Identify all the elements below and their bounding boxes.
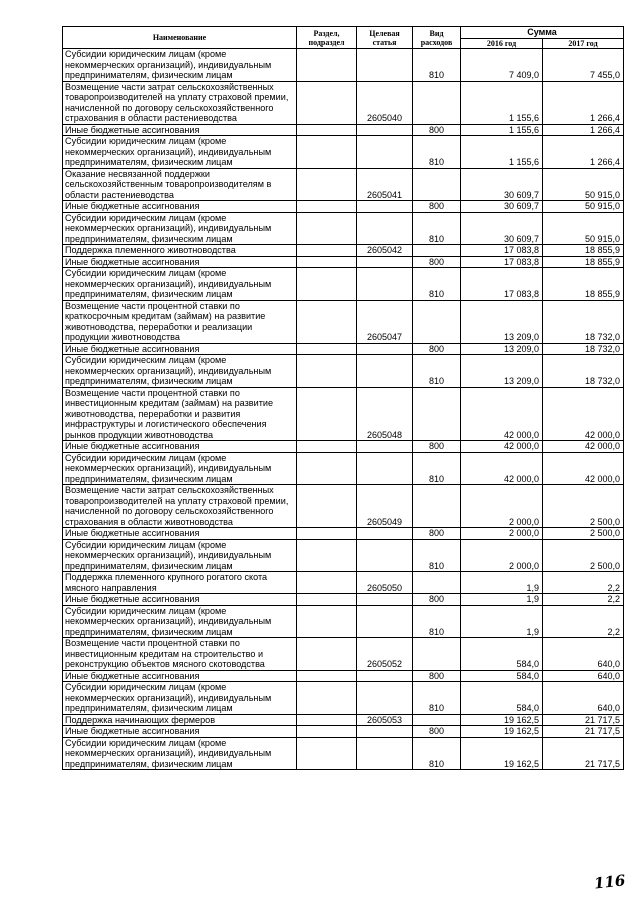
cell-2016: 17 083,8 (461, 245, 543, 257)
cell-section (297, 572, 357, 594)
table-row (63, 201, 624, 213)
cell-article (357, 212, 413, 245)
cell-name: Возмещение части процентной ставки по краткосрочным кредитам (займам) на развитие животноводства, переработки и реализации продукции животноводства (63, 300, 297, 343)
cell-2017: 1 266,4 (543, 81, 624, 124)
header-sum: Сумма (461, 27, 624, 39)
header-article: Целевая статья (357, 27, 413, 49)
cell-2016: 19 162,5 (461, 714, 543, 726)
table-row (63, 452, 624, 485)
cell-2017: 640,0 (543, 670, 624, 682)
cell-section (297, 670, 357, 682)
cell-2017: 50 915,0 (543, 212, 624, 245)
cell-article: 2605041 (357, 168, 413, 201)
cell-2016: 584,0 (461, 638, 543, 671)
cell-name: Поддержка племенного крупного рогатого скота мясного направления (63, 572, 297, 594)
cell-2017: 2,2 (543, 605, 624, 638)
cell-2016: 42 000,0 (461, 387, 543, 441)
cell-name: Иные бюджетные ассигнования (63, 124, 297, 136)
cell-2016: 42 000,0 (461, 441, 543, 453)
cell-section (297, 452, 357, 485)
cell-name: Субсидии юридическим лицам (кроме некоммерческих организаций), индивидуальным предпринимателям, физическим лицам (63, 452, 297, 485)
table-row (63, 572, 624, 594)
cell-name: Оказание несвязанной поддержки сельскохозяйственным товаропроизводителям в области растениеводства (63, 168, 297, 201)
table-row (63, 355, 624, 388)
cell-2017: 1 266,4 (543, 136, 624, 169)
table-row (63, 168, 624, 201)
cell-article (357, 605, 413, 638)
cell-article: 2605049 (357, 485, 413, 528)
cell-article (357, 49, 413, 82)
cell-type (413, 387, 461, 441)
cell-type: 810 (413, 539, 461, 572)
cell-2017: 2,2 (543, 594, 624, 606)
header-year-2017: 2017 год (543, 39, 624, 49)
cell-type: 800 (413, 726, 461, 738)
cell-2017: 18 855,9 (543, 256, 624, 268)
cell-name: Возмещение части затрат сельскохозяйственных товаропроизводителей на уплату страховой премии, начисленной по договору сельскохозяйственного страхования в области растениеводства (63, 81, 297, 124)
table-row (63, 485, 624, 528)
cell-type: 810 (413, 268, 461, 301)
cell-section (297, 441, 357, 453)
table-row (63, 49, 624, 82)
table-row (63, 300, 624, 343)
cell-section (297, 268, 357, 301)
cell-article: 2605048 (357, 387, 413, 441)
cell-section (297, 638, 357, 671)
cell-type: 800 (413, 124, 461, 136)
cell-2016: 13 209,0 (461, 300, 543, 343)
cell-2016: 30 609,7 (461, 212, 543, 245)
table-row (63, 605, 624, 638)
cell-article: 2605050 (357, 572, 413, 594)
cell-2016: 2 000,0 (461, 539, 543, 572)
cell-2017: 1 266,4 (543, 124, 624, 136)
cell-section (297, 682, 357, 715)
cell-section (297, 343, 357, 355)
cell-type: 810 (413, 355, 461, 388)
cell-2016: 1,9 (461, 594, 543, 606)
cell-section (297, 485, 357, 528)
cell-type (413, 81, 461, 124)
cell-type: 800 (413, 441, 461, 453)
cell-2016: 30 609,7 (461, 168, 543, 201)
header-name: Наименование (63, 27, 297, 49)
cell-section (297, 81, 357, 124)
cell-2016: 17 083,8 (461, 268, 543, 301)
cell-2016: 42 000,0 (461, 452, 543, 485)
page-number: 116 (593, 871, 627, 893)
table-row (63, 387, 624, 441)
cell-2017: 50 915,0 (543, 168, 624, 201)
table-row (63, 726, 624, 738)
cell-article: 2605042 (357, 245, 413, 257)
cell-2017: 21 717,5 (543, 737, 624, 770)
header-type: Вид расходов (413, 27, 461, 49)
header-section: Раздел, подраздел (297, 27, 357, 49)
cell-2017: 2 500,0 (543, 485, 624, 528)
table-row (63, 81, 624, 124)
cell-2017: 18 732,0 (543, 300, 624, 343)
table-row (63, 594, 624, 606)
table-row (63, 136, 624, 169)
cell-type: 800 (413, 343, 461, 355)
table-row (63, 528, 624, 540)
cell-type: 800 (413, 256, 461, 268)
cell-2016: 17 083,8 (461, 256, 543, 268)
cell-article (357, 594, 413, 606)
cell-article (357, 539, 413, 572)
cell-type: 810 (413, 682, 461, 715)
cell-section (297, 49, 357, 82)
cell-article (357, 268, 413, 301)
cell-type (413, 572, 461, 594)
cell-2017: 42 000,0 (543, 387, 624, 441)
cell-2017: 7 455,0 (543, 49, 624, 82)
cell-2017: 21 717,5 (543, 714, 624, 726)
cell-2017: 18 855,9 (543, 245, 624, 257)
cell-name: Иные бюджетные ассигнования (63, 670, 297, 682)
cell-2017: 42 000,0 (543, 441, 624, 453)
cell-2016: 1 155,6 (461, 136, 543, 169)
cell-2017: 2 500,0 (543, 539, 624, 572)
cell-section (297, 539, 357, 572)
cell-name: Иные бюджетные ассигнования (63, 726, 297, 738)
table-row (63, 212, 624, 245)
cell-article (357, 452, 413, 485)
cell-2017: 21 717,5 (543, 726, 624, 738)
cell-2017: 2,2 (543, 572, 624, 594)
table-row (63, 441, 624, 453)
cell-name: Субсидии юридическим лицам (кроме некоммерческих организаций), индивидуальным предпринимателям, физическим лицам (63, 136, 297, 169)
cell-section (297, 387, 357, 441)
table-row (63, 638, 624, 671)
cell-article: 2605040 (357, 81, 413, 124)
table-row (63, 670, 624, 682)
cell-name: Субсидии юридическим лицам (кроме некоммерческих организаций), индивидуальным предпринимателям, физическим лицам (63, 355, 297, 388)
cell-article: 2605052 (357, 638, 413, 671)
cell-type (413, 638, 461, 671)
cell-2017: 18 732,0 (543, 343, 624, 355)
cell-type: 810 (413, 49, 461, 82)
cell-article (357, 682, 413, 715)
table-row (63, 256, 624, 268)
cell-name: Субсидии юридическим лицам (кроме некоммерческих организаций), индивидуальным предпринимателям, физическим лицам (63, 539, 297, 572)
cell-name: Субсидии юридическим лицам (кроме некоммерческих организаций), индивидуальным предпринимателям, физическим лицам (63, 682, 297, 715)
cell-type (413, 245, 461, 257)
cell-type: 800 (413, 594, 461, 606)
table-body (63, 49, 624, 770)
budget-table-container (62, 26, 624, 770)
cell-2017: 18 855,9 (543, 268, 624, 301)
table-row (63, 737, 624, 770)
cell-name: Поддержка начинающих фермеров (63, 714, 297, 726)
cell-type (413, 168, 461, 201)
cell-2016: 1 155,6 (461, 81, 543, 124)
table-row (63, 343, 624, 355)
cell-article (357, 343, 413, 355)
cell-section (297, 594, 357, 606)
cell-type: 800 (413, 201, 461, 213)
budget-table (62, 26, 624, 770)
cell-name: Иные бюджетные ассигнования (63, 528, 297, 540)
cell-2017: 18 732,0 (543, 355, 624, 388)
cell-article (357, 441, 413, 453)
cell-2016: 584,0 (461, 670, 543, 682)
cell-article (357, 124, 413, 136)
cell-type: 810 (413, 212, 461, 245)
cell-section (297, 168, 357, 201)
cell-2017: 640,0 (543, 682, 624, 715)
cell-name: Иные бюджетные ассигнования (63, 594, 297, 606)
cell-name: Возмещение части процентной ставки по инвестиционным кредитам (займам) на развитие животноводства, переработки и развития инфраструктуры и логистического обеспечения рынков продукции животноводства (63, 387, 297, 441)
cell-article (357, 737, 413, 770)
cell-type: 810 (413, 605, 461, 638)
cell-2016: 13 209,0 (461, 355, 543, 388)
cell-section (297, 726, 357, 738)
cell-name: Субсидии юридическим лицам (кроме некоммерческих организаций), индивидуальным предпринимателям, физическим лицам (63, 268, 297, 301)
table-row (63, 539, 624, 572)
table-header (63, 27, 624, 49)
cell-2016: 19 162,5 (461, 737, 543, 770)
cell-2016: 2 000,0 (461, 485, 543, 528)
cell-section (297, 355, 357, 388)
cell-section (297, 124, 357, 136)
cell-article (357, 256, 413, 268)
cell-name: Субсидии юридическим лицам (кроме некоммерческих организаций), индивидуальным предпринимателям, физическим лицам (63, 737, 297, 770)
cell-2016: 1,9 (461, 605, 543, 638)
cell-2016: 19 162,5 (461, 726, 543, 738)
table-row (63, 682, 624, 715)
cell-section (297, 136, 357, 169)
cell-2016: 2 000,0 (461, 528, 543, 540)
cell-name: Субсидии юридическим лицам (кроме некоммерческих организаций), индивидуальным предпринимателям, физическим лицам (63, 212, 297, 245)
cell-section (297, 256, 357, 268)
cell-section (297, 245, 357, 257)
cell-section (297, 300, 357, 343)
cell-2017: 50 915,0 (543, 201, 624, 213)
table-row (63, 268, 624, 301)
cell-2017: 640,0 (543, 638, 624, 671)
cell-section (297, 737, 357, 770)
cell-name: Иные бюджетные ассигнования (63, 256, 297, 268)
cell-2016: 1 155,6 (461, 124, 543, 136)
cell-type: 810 (413, 737, 461, 770)
cell-section (297, 212, 357, 245)
cell-name: Поддержка племенного животноводства (63, 245, 297, 257)
cell-name: Субсидии юридическим лицам (кроме некоммерческих организаций), индивидуальным предпринимателям, физическим лицам (63, 605, 297, 638)
cell-article: 2605053 (357, 714, 413, 726)
cell-section (297, 528, 357, 540)
cell-article (357, 726, 413, 738)
cell-type (413, 714, 461, 726)
cell-article (357, 528, 413, 540)
cell-article (357, 670, 413, 682)
cell-2017: 42 000,0 (543, 452, 624, 485)
cell-name: Субсидии юридическим лицам (кроме некоммерческих организаций), индивидуальным предпринимателям, физическим лицам (63, 49, 297, 82)
cell-2016: 1,9 (461, 572, 543, 594)
cell-name: Возмещение части процентной ставки по инвестиционным кредитам на строительство и реконструкцию объектов мясного скотоводства (63, 638, 297, 671)
cell-article (357, 136, 413, 169)
cell-type (413, 485, 461, 528)
cell-name: Иные бюджетные ассигнования (63, 343, 297, 355)
cell-type: 800 (413, 528, 461, 540)
cell-2016: 7 409,0 (461, 49, 543, 82)
cell-type: 810 (413, 452, 461, 485)
cell-type (413, 300, 461, 343)
cell-article: 2605047 (357, 300, 413, 343)
header-year-2016: 2016 год (461, 39, 543, 49)
cell-2016: 584,0 (461, 682, 543, 715)
cell-article (357, 201, 413, 213)
cell-type: 800 (413, 670, 461, 682)
table-row (63, 714, 624, 726)
cell-name: Иные бюджетные ассигнования (63, 441, 297, 453)
cell-2016: 30 609,7 (461, 201, 543, 213)
cell-name: Возмещение части затрат сельскохозяйственных товаропроизводителей на уплату страховой премии, начисленной по договору сельскохозяйственного страхования в области животноводства (63, 485, 297, 528)
table-row (63, 245, 624, 257)
cell-section (297, 714, 357, 726)
table-row (63, 124, 624, 136)
cell-name: Иные бюджетные ассигнования (63, 201, 297, 213)
cell-type: 810 (413, 136, 461, 169)
cell-article (357, 355, 413, 388)
cell-2017: 2 500,0 (543, 528, 624, 540)
cell-section (297, 605, 357, 638)
cell-section (297, 201, 357, 213)
cell-2016: 13 209,0 (461, 343, 543, 355)
